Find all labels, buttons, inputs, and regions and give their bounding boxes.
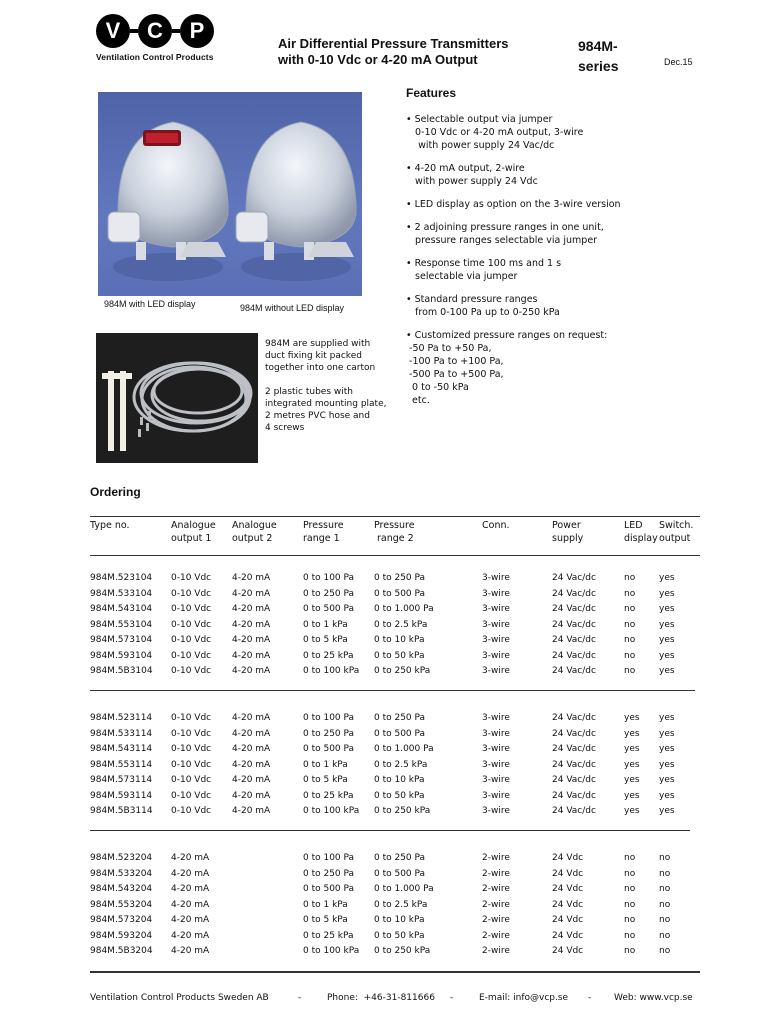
header-analogue-output-1: Analogue output 1 (171, 520, 216, 544)
cell-pressure-range-1: 0 to 5 kPa (303, 915, 348, 925)
cell-analogue-output-1: 4-20 mA (171, 946, 210, 956)
cell-pressure-range-1: 0 to 25 kPa (303, 650, 354, 661)
cell-pressure-range-1: 0 to 100 kPa (303, 666, 360, 676)
cell-pressure-range-2: 0 to 2.5 kPa (374, 759, 428, 770)
kit-line: 4 screws (265, 423, 305, 433)
cell-pressure-range-1: 0 to 1 kPa (303, 619, 348, 630)
cell-pressure-range-1: 0 to 500 Pa (303, 884, 355, 894)
cell-led-display: no (624, 650, 636, 661)
cell-switch-output: yes (659, 728, 675, 739)
cell-conn: 2-wire (482, 946, 510, 956)
cell-analogue-output-1: 0-10 Vdc (171, 619, 212, 630)
header-pressure-range-1: Pressure range 1 (303, 520, 344, 544)
cell-power-supply: 24 Vac/dc (552, 728, 596, 739)
cell-switch-output: yes (659, 806, 675, 816)
cell-switch-output: yes (659, 588, 675, 599)
cell-type-no: 984M.5B3104 (90, 666, 153, 676)
cell-pressure-range-2: 0 to 50 kPa (374, 790, 425, 801)
features-heading: Features (406, 86, 457, 100)
cell-analogue-output-2: 4-20 mA (232, 604, 271, 614)
cell-pressure-range-1: 0 to 5 kPa (303, 775, 348, 785)
cell-analogue-output-1: 0-10 Vdc (171, 790, 212, 801)
cell-led-display: no (624, 588, 636, 599)
cell-led-display: no (624, 604, 636, 614)
cell-power-supply: 24 Vac/dc (552, 744, 596, 754)
cell-analogue-output-2: 4-20 mA (232, 650, 271, 661)
cell-conn: 3-wire (482, 650, 510, 661)
cell-pressure-range-2: 0 to 1.000 Pa (374, 604, 434, 614)
table-row (0, 604, 768, 619)
cell-analogue-output-1: 0-10 Vdc (171, 759, 212, 770)
table-row (0, 620, 768, 635)
cell-pressure-range-2: 0 to 250 kPa (374, 666, 431, 676)
cell-analogue-output-2: 4-20 mA (232, 728, 271, 739)
cell-analogue-output-2: 4-20 mA (232, 635, 271, 645)
cell-type-no: 984M.543114 (90, 744, 153, 754)
cell-led-display: no (624, 946, 636, 956)
cell-pressure-range-2: 0 to 250 Pa (374, 853, 426, 863)
cell-analogue-output-2: 4-20 mA (232, 759, 271, 770)
cell-conn: 3-wire (482, 775, 510, 785)
document-title (278, 36, 508, 68)
cell-analogue-output-2: 4-20 mA (232, 775, 271, 785)
mounting-kit-image (96, 333, 258, 463)
cell-switch-output: yes (659, 790, 675, 801)
cell-analogue-output-1: 0-10 Vdc (171, 604, 212, 614)
cell-conn: 3-wire (482, 790, 510, 801)
caption-with-led: 984M with LED display (104, 299, 196, 309)
cell-conn: 3-wire (482, 728, 510, 739)
cell-power-supply: 24 Vdc (552, 853, 584, 863)
product-photo (98, 92, 362, 296)
cell-conn: 2-wire (482, 899, 510, 910)
caption-without-led: 984M without LED display (240, 303, 345, 313)
cell-type-no: 984M.573104 (90, 635, 153, 645)
cell-analogue-output-1: 0-10 Vdc (171, 666, 212, 676)
cell-power-supply: 24 Vac/dc (552, 806, 596, 816)
table-row (0, 666, 768, 681)
cell-conn: 3-wire (482, 744, 510, 754)
table-row (0, 869, 768, 884)
cell-led-display: yes (624, 713, 640, 723)
cell-analogue-output-1: 0-10 Vdc (171, 635, 212, 645)
cell-analogue-output-1: 4-20 mA (171, 899, 210, 910)
cell-led-display: no (624, 635, 636, 645)
cell-switch-output: no (659, 868, 671, 879)
cell-analogue-output-1: 4-20 mA (171, 868, 210, 879)
cell-pressure-range-1: 0 to 250 Pa (303, 588, 355, 599)
logo-letter-v: V (96, 14, 130, 48)
cell-switch-output: yes (659, 759, 675, 770)
cell-type-no: 984M.593114 (90, 790, 153, 801)
cell-power-supply: 24 Vac/dc (552, 588, 596, 599)
header-switch-output: Switch. output (659, 520, 694, 544)
cell-analogue-output-1: 0-10 Vdc (171, 573, 212, 583)
cell-led-display: no (624, 899, 636, 910)
table-row (0, 915, 768, 930)
cell-switch-output: no (659, 915, 671, 925)
cell-conn: 3-wire (482, 759, 510, 770)
table-bottom-rule (90, 971, 700, 973)
cell-pressure-range-1: 0 to 500 Pa (303, 604, 355, 614)
title-line-2: with 0-10 Vdc or 4-20 mA Output (278, 52, 478, 67)
footer-email[interactable]: E-mail: info@vcp.se (479, 993, 569, 1003)
header-power-supply: Power supply (552, 520, 584, 544)
cell-analogue-output-2: 4-20 mA (232, 790, 271, 801)
footer-phone: Phone: +46-31-811666 (327, 993, 435, 1003)
cell-type-no: 984M.5B3114 (90, 806, 153, 816)
cell-switch-output: yes (659, 666, 675, 676)
table-row (0, 713, 768, 728)
table-top-rule (90, 516, 700, 517)
cell-power-supply: 24 Vac/dc (552, 573, 596, 583)
cell-pressure-range-1: 0 to 500 Pa (303, 744, 355, 754)
cell-power-supply: 24 Vac/dc (552, 635, 596, 645)
kit-line: integrated mounting plate, (265, 399, 387, 409)
cell-power-supply: 24 Vdc (552, 884, 584, 894)
cell-conn: 2-wire (482, 868, 510, 879)
cell-analogue-output-1: 0-10 Vdc (171, 588, 212, 599)
table-row (0, 853, 768, 868)
cell-power-supply: 24 Vdc (552, 868, 584, 879)
cell-conn: 3-wire (482, 666, 510, 676)
cell-power-supply: 24 Vac/dc (552, 604, 596, 614)
footer-separator: - (450, 993, 454, 1003)
cell-led-display: yes (624, 775, 640, 785)
cell-type-no: 984M.533114 (90, 728, 153, 739)
cell-led-display: yes (624, 806, 640, 816)
cell-type-no: 984M.593204 (90, 930, 153, 941)
cell-switch-output: yes (659, 604, 675, 614)
cell-analogue-output-1: 0-10 Vdc (171, 744, 212, 754)
cell-led-display: yes (624, 790, 640, 801)
cell-pressure-range-2: 0 to 50 kPa (374, 930, 425, 941)
cell-analogue-output-2: 4-20 mA (232, 666, 271, 676)
cell-pressure-range-2: 0 to 250 Pa (374, 573, 426, 583)
table-row (0, 931, 768, 946)
cell-led-display: no (624, 619, 636, 630)
footer-web[interactable]: Web: www.vcp.se (614, 993, 693, 1003)
header-analogue-output-2: Analogue output 2 (232, 520, 277, 544)
cell-conn: 3-wire (482, 806, 510, 816)
cell-led-display: yes (624, 728, 640, 739)
cell-led-display: no (624, 915, 636, 925)
cell-type-no: 984M.573114 (90, 775, 153, 785)
cell-switch-output: no (659, 930, 671, 941)
cell-power-supply: 24 Vdc (552, 899, 584, 910)
document-date: Dec.15 (664, 57, 693, 67)
cell-analogue-output-1: 0-10 Vdc (171, 713, 212, 723)
cell-analogue-output-1: 0-10 Vdc (171, 806, 212, 816)
transmitter-image (98, 92, 362, 296)
cell-switch-output: yes (659, 713, 675, 723)
cell-conn: 2-wire (482, 915, 510, 925)
series-line-1: 984M- (578, 38, 618, 54)
cell-analogue-output-1: 0-10 Vdc (171, 650, 212, 661)
cell-led-display: yes (624, 759, 640, 770)
header-led-display: LED display (624, 520, 658, 544)
kit-line: duct fixing kit packed (265, 351, 362, 361)
cell-analogue-output-1: 0-10 Vdc (171, 728, 212, 739)
logo-letter-c: C (138, 14, 172, 48)
cell-power-supply: 24 Vac/dc (552, 713, 596, 723)
cell-power-supply: 24 Vdc (552, 946, 584, 956)
kit-spacer (265, 374, 395, 386)
cell-pressure-range-1: 0 to 25 kPa (303, 790, 354, 801)
table-row (0, 589, 768, 604)
cell-pressure-range-2: 0 to 500 Pa (374, 728, 426, 739)
cell-pressure-range-1: 0 to 1 kPa (303, 899, 348, 910)
cell-conn: 2-wire (482, 930, 510, 941)
cell-pressure-range-2: 0 to 250 kPa (374, 806, 431, 816)
logo-dash (172, 29, 180, 33)
cell-pressure-range-1: 0 to 100 Pa (303, 573, 355, 583)
cell-analogue-output-2: 4-20 mA (232, 806, 271, 816)
cell-led-display: no (624, 573, 636, 583)
cell-analogue-output-2: 4-20 mA (232, 619, 271, 630)
cell-led-display: no (624, 868, 636, 879)
footer-separator: - (588, 993, 592, 1003)
table-row (0, 946, 768, 961)
cell-power-supply: 24 Vac/dc (552, 666, 596, 676)
cell-conn: 3-wire (482, 619, 510, 630)
cell-conn: 3-wire (482, 713, 510, 723)
cell-power-supply: 24 Vdc (552, 915, 584, 925)
cell-type-no: 984M.553114 (90, 759, 153, 770)
table-row (0, 900, 768, 915)
feature-item: • LED display as option on the 3-wire version (406, 199, 621, 210)
cell-pressure-range-2: 0 to 2.5 kPa (374, 619, 428, 630)
cell-analogue-output-2: 4-20 mA (232, 573, 271, 583)
mounting-kit-photo (96, 333, 258, 463)
table-row (0, 760, 768, 775)
table-row (0, 806, 768, 821)
cell-power-supply: 24 Vac/dc (552, 759, 596, 770)
cell-pressure-range-2: 0 to 2.5 kPa (374, 899, 428, 910)
table-row (0, 791, 768, 806)
cell-type-no: 984M.533204 (90, 868, 153, 879)
cell-analogue-output-1: 4-20 mA (171, 915, 210, 925)
cell-led-display: yes (624, 744, 640, 754)
table-header-rule (90, 555, 700, 556)
cell-analogue-output-1: 4-20 mA (171, 853, 210, 863)
cell-type-no: 984M.523114 (90, 713, 153, 723)
cell-analogue-output-1: 0-10 Vdc (171, 775, 212, 785)
cell-pressure-range-2: 0 to 1.000 Pa (374, 884, 434, 894)
cell-analogue-output-2: 4-20 mA (232, 588, 271, 599)
cell-switch-output: yes (659, 650, 675, 661)
cell-led-display: no (624, 930, 636, 941)
table-row (0, 651, 768, 666)
cell-switch-output: yes (659, 619, 675, 630)
group-separator (90, 690, 695, 691)
cell-type-no: 984M.523104 (90, 573, 153, 583)
table-row (0, 775, 768, 790)
kit-line: 2 metres PVC hose and (265, 411, 370, 421)
table-row (0, 635, 768, 650)
cell-switch-output: yes (659, 775, 675, 785)
cell-pressure-range-2: 0 to 250 kPa (374, 946, 431, 956)
header-conn: Conn. (482, 520, 510, 531)
title-line-1: Air Differential Pressure Transmitters (278, 36, 509, 51)
logo-dash (130, 29, 138, 33)
cell-conn: 3-wire (482, 588, 510, 599)
footer-separator: - (298, 993, 302, 1003)
feature-item: • Selectable output via jumper 0-10 Vdc or 4-20 mA output, 3-wire with power supply 24 Vac/dc (406, 114, 584, 151)
cell-pressure-range-2: 0 to 250 Pa (374, 713, 426, 723)
cell-switch-output: yes (659, 744, 675, 754)
table-row (0, 729, 768, 744)
cell-analogue-output-1: 4-20 mA (171, 884, 210, 894)
feature-item: • Standard pressure ranges from 0-100 Pa up to 0-250 kPa (406, 294, 560, 318)
cell-conn: 3-wire (482, 635, 510, 645)
cell-pressure-range-2: 0 to 10 kPa (374, 775, 425, 785)
cell-led-display: no (624, 884, 636, 894)
cell-conn: 3-wire (482, 573, 510, 583)
table-row (0, 744, 768, 759)
cell-led-display: no (624, 853, 636, 863)
cell-type-no: 984M.5B3204 (90, 946, 153, 956)
kit-line: together into one carton (265, 363, 376, 373)
feature-item: • Response time 100 ms and 1 s selectable via jumper (406, 258, 562, 282)
group-separator (90, 830, 690, 831)
cell-type-no: 984M.573204 (90, 915, 153, 925)
cell-conn: 2-wire (482, 884, 510, 894)
cell-switch-output: no (659, 946, 671, 956)
cell-switch-output: no (659, 884, 671, 894)
cell-power-supply: 24 Vac/dc (552, 775, 596, 785)
cell-conn: 2-wire (482, 853, 510, 863)
cell-type-no: 984M.543204 (90, 884, 153, 894)
table-row (0, 884, 768, 899)
cell-pressure-range-1: 0 to 250 Pa (303, 868, 355, 879)
features-list (406, 113, 706, 417)
cell-pressure-range-2: 0 to 500 Pa (374, 868, 426, 879)
cell-pressure-range-1: 0 to 1 kPa (303, 759, 348, 770)
cell-power-supply: 24 Vac/dc (552, 650, 596, 661)
cell-type-no: 984M.593104 (90, 650, 153, 661)
cell-pressure-range-2: 0 to 10 kPa (374, 635, 425, 645)
table-row (0, 573, 768, 588)
cell-pressure-range-1: 0 to 5 kPa (303, 635, 348, 645)
cell-pressure-range-2: 0 to 1.000 Pa (374, 744, 434, 754)
feature-item: • Customized pressure ranges on request: -50 Pa to +50 Pa, -100 Pa to +100 Pa, -500 Pa to +500 Pa, 0 to -50 kPa etc. (406, 330, 608, 406)
cell-pressure-range-1: 0 to 100 kPa (303, 946, 360, 956)
cell-pressure-range-1: 0 to 100 kPa (303, 806, 360, 816)
cell-power-supply: 24 Vac/dc (552, 790, 596, 801)
logo-tagline: Ventilation Control Products (96, 52, 214, 62)
cell-type-no: 984M.543104 (90, 604, 153, 614)
logo-letter-p: P (180, 14, 214, 48)
feature-item: • 2 adjoining pressure ranges in one unit, pressure ranges selectable via jumper (406, 222, 604, 246)
cell-switch-output: yes (659, 635, 675, 645)
cell-led-display: no (624, 666, 636, 676)
cell-type-no: 984M.553204 (90, 899, 153, 910)
kit-line: 984M are supplied with (265, 339, 371, 349)
cell-power-supply: 24 Vac/dc (552, 619, 596, 630)
cell-type-no: 984M.533104 (90, 588, 153, 599)
cell-type-no: 984M.523204 (90, 853, 153, 863)
cell-switch-output: no (659, 853, 671, 863)
cell-pressure-range-1: 0 to 25 kPa (303, 930, 354, 941)
cell-analogue-output-1: 4-20 mA (171, 930, 210, 941)
series-label (578, 36, 638, 76)
cell-pressure-range-1: 0 to 250 Pa (303, 728, 355, 739)
cell-pressure-range-1: 0 to 100 Pa (303, 713, 355, 723)
cell-pressure-range-2: 0 to 500 Pa (374, 588, 426, 599)
cell-analogue-output-2: 4-20 mA (232, 713, 271, 723)
header-pressure-range-2: Pressure range 2 (374, 520, 415, 544)
cell-pressure-range-2: 0 to 50 kPa (374, 650, 425, 661)
kit-line: 2 plastic tubes with (265, 387, 353, 397)
footer-company: Ventilation Control Products Sweden AB (90, 993, 269, 1003)
cell-power-supply: 24 Vdc (552, 930, 584, 941)
kit-description (265, 338, 395, 434)
vcp-logo (96, 14, 226, 64)
cell-conn: 3-wire (482, 604, 510, 614)
cell-pressure-range-1: 0 to 100 Pa (303, 853, 355, 863)
feature-item: • 4-20 mA output, 2-wire with power supply 24 Vdc (406, 163, 538, 187)
series-line-2: series (578, 58, 619, 74)
ordering-heading: Ordering (90, 485, 141, 499)
cell-switch-output: no (659, 899, 671, 910)
cell-switch-output: yes (659, 573, 675, 583)
cell-pressure-range-2: 0 to 10 kPa (374, 915, 425, 925)
header-type-no: Type no. (90, 520, 130, 531)
cell-analogue-output-2: 4-20 mA (232, 744, 271, 754)
cell-type-no: 984M.553104 (90, 619, 153, 630)
